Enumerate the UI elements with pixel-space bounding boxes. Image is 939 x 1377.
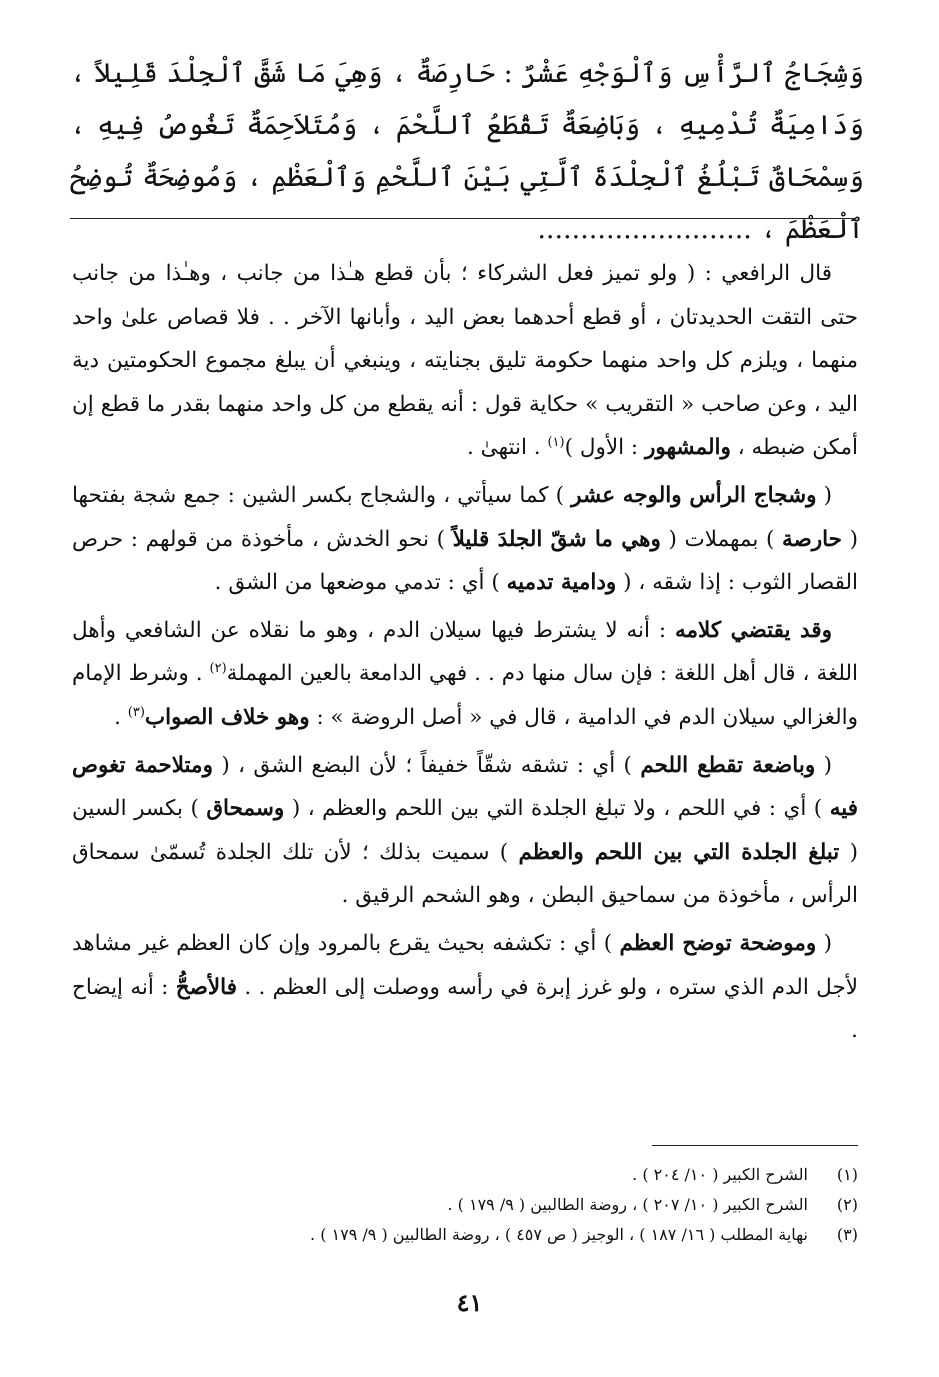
footnote-ref-1: (١) bbox=[547, 435, 565, 451]
footnote-divider bbox=[652, 1145, 858, 1146]
footnotes bbox=[72, 1160, 858, 1250]
commentary-paragraph-4 bbox=[72, 744, 858, 918]
text-run: ) أي : تكشفه بحيث يقرع بالمرود وإن كان العظم غير مشاهد لأجل الدم الذي ستره ، ولو غرز إبرة في رأسه ووصلت إلى العظم . . bbox=[72, 930, 858, 1000]
commentary-paragraph-5 bbox=[72, 922, 858, 1053]
text-run: ) أي : تدمي موضعها من الشق . bbox=[214, 570, 507, 596]
text-run: ( bbox=[816, 930, 832, 956]
footnote-number: (١) bbox=[836, 1165, 858, 1184]
footnote-number: (٢) bbox=[836, 1195, 858, 1214]
commentary-paragraph-3 bbox=[72, 609, 858, 740]
text-run: : أنه إيضاح . bbox=[72, 974, 858, 1044]
text-run: . انتهىٰ . bbox=[467, 435, 548, 461]
commentary-paragraph-1 bbox=[72, 252, 858, 470]
matn-text bbox=[70, 48, 864, 256]
bold-term: وهو خلاف الصواب bbox=[144, 704, 310, 730]
matn-verse: وَشِجَاجُ ٱلرَّأْسِ وَٱلْوَجْهِ عَشْرٌ : حَارِصَةٌ ، وَهِيَ مَا شَقَّ ٱلْجِلْدَ قَلِيلاً ، وَدَامِيَةٌ تُدْمِيهِ ، وَبَاضِعَةٌ تَقْطَعُ ٱللَّحْمَ ، وَمُتَلاَحِمَةٌ تَغُوصُ فِيهِ ، وَسِمْحَاقٌ تَبْلُغُ ٱلْجِلْدَةَ ٱلَّتِي بَيْنَ ٱللَّحْمِ وَٱلْعَظْمِ ، وَمُوضِحَةٌ تُوضِحُ ٱلْعَظْمَ ، bbox=[70, 58, 864, 245]
footnote-ref-2: (٢) bbox=[209, 661, 227, 677]
text-run: ) أي : في اللحم ، ولا تبلغ الجلدة التي بين اللحم والعظم ، ( bbox=[284, 796, 830, 822]
text-run: ( bbox=[816, 482, 833, 508]
text-run: . bbox=[114, 704, 128, 730]
footnote-text: الشرح الكبير ( ١٠/ ٢٠٧ ) ، روضة الطالبين ( ٩/ ١٧٩ ) . bbox=[447, 1195, 808, 1214]
text-run: ) بكسر السين ( bbox=[72, 796, 858, 865]
text-run: : الأول ) bbox=[564, 435, 645, 461]
footnote-1 bbox=[72, 1160, 858, 1190]
bold-term: وسمحاق bbox=[206, 796, 285, 822]
footnote-text: الشرح الكبير ( ١٠/ ٢٠٤ ) . bbox=[632, 1165, 808, 1184]
commentary bbox=[72, 252, 858, 1057]
text-run: قال الرافعي : ( ولو تميز فعل الشركاء ؛ بأن قطع هـٰذا من جانب ، وهـٰذا من جانب حتى التقت الحديدتان ، أو قطع أحدهما بعض اليد ، وأبانها الآخر . . فلا قصاص علىٰ واحد منهما ، ويلزم كل واحد منهما حكومة تليق بجنايته ، وينبغي أن يبلغ مجموع الحكومتين دية اليد ، وعن صاحب « التقريب » حكاية قول : أنه يقطع من كل واحد منهما بقدر ما قطع إن أمكن ضبطه ، bbox=[72, 261, 858, 461]
text-run: ( bbox=[815, 752, 832, 778]
bold-term: وشجاج الرأس والوجه عشر bbox=[571, 482, 817, 508]
footnote-ref-3: (٣) bbox=[127, 704, 145, 720]
matn-divider bbox=[70, 218, 856, 219]
page-number: ٤١ bbox=[456, 1288, 483, 1317]
bold-term: حارصة bbox=[781, 526, 842, 552]
text-run: ) نحو الخدش ، مأخوذة من قولهم : حرص القصار الثوب : إذا شقه ، ( bbox=[72, 526, 858, 596]
text-run: . وشرط الإمام والغزالي سيلان الدم في الدامية ، قال في « أصل الروضة » : bbox=[72, 661, 858, 730]
bold-term: وباضعة تقطع اللحم bbox=[640, 752, 816, 778]
footnote-text: نهاية المطلب ( ١٦/ ١٨٧ ) ، الوجيز ( ص ٤٥٧ ) ، روضة الطالبين ( ٩/ ١٧٩ ) . bbox=[310, 1225, 808, 1244]
bold-term: فالأصحُّ bbox=[175, 974, 237, 1000]
footnote-2 bbox=[72, 1190, 858, 1220]
text-run: ) كما سيأتي ، والشجاج بكسر الشين : جمع شجة بفتحها ( bbox=[72, 482, 858, 552]
bold-term: تبلغ الجلدة التي بين اللحم والعظم bbox=[518, 839, 840, 865]
bold-term: وهي ما شقّ الجلدَ قليلاً bbox=[452, 526, 661, 552]
bold-term: ودامية تدميه bbox=[506, 570, 617, 596]
text-run: ) سميت بذلك ؛ لأن تلك الجلدة تُسمّىٰ سمحاق الرأس ، مأخوذة من سماحيق البطن ، وهو الشحم الرقيق . bbox=[72, 839, 858, 909]
bold-term: وموضحة توضح العظم bbox=[619, 930, 817, 956]
text-run: ) بمهملات ( bbox=[660, 526, 782, 552]
text-run: : أنه لا يشترط فيها سيلان الدم ، وهو ما نقلاه عن الشافعي وأهل اللغة ، قال أهل اللغة : فإن سال منها دم . . فهي الدامعة بالعين المهملة bbox=[72, 617, 858, 687]
page-body bbox=[70, 48, 864, 256]
matn-ellipsis: ......................... bbox=[537, 214, 752, 245]
text-run: ) أي : تشقه شقّاً خفيفاً ؛ لأن البضع الشق ، ( bbox=[212, 752, 641, 778]
bold-term: وقد يقتضي كلامه bbox=[674, 617, 832, 643]
bold-term: والمشهور bbox=[644, 435, 731, 461]
footnote-number: (٣) bbox=[836, 1225, 858, 1244]
footnote-3 bbox=[72, 1220, 858, 1250]
commentary-paragraph-2 bbox=[72, 474, 858, 605]
bold-term: ومتلاحمة تغوص فيه bbox=[72, 752, 858, 822]
